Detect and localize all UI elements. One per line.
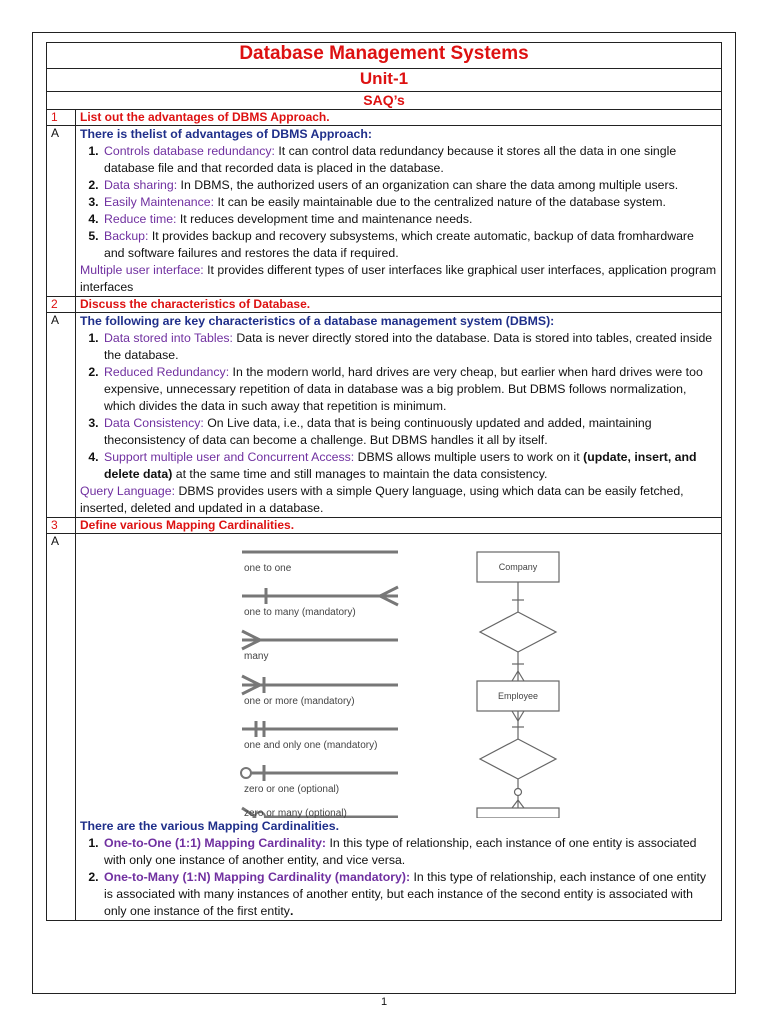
notation-label: zero or one (optional): [244, 784, 340, 795]
question-number: 2: [47, 297, 76, 313]
question-text: Discuss the characteristics of Database.: [76, 297, 722, 313]
answer-block: [76, 126, 722, 297]
answer-extra: Multiple user interface: It provides different types of user interfaces like graphical user interfaces, application program interfaces: [80, 263, 717, 294]
list-item: 3. Easily Maintenance: It can be easily maintainable due to the centralized nature of the database system.: [102, 194, 717, 211]
answer-intro: The following are key characteristics of a database management system (DBMS):: [80, 314, 555, 328]
notation-label: one to one: [244, 563, 292, 574]
notation-label: zero or many (optional): [244, 808, 347, 818]
question-text: Define various Mapping Cardinalities.: [76, 518, 722, 534]
list-item: 1. Data stored into Tables: Data is never directly stored into the database. Data is stored into tables, created inside the database.: [102, 330, 717, 364]
saq-table: [46, 42, 722, 921]
list-item: 5. Backup: It provides backup and recovery subsystems, which create automatic, backup of data fromhardware and software failures and restores the data if required.: [102, 228, 717, 262]
list-item: 2. Data sharing: In DBMS, the authorized users of an organization can share the data among multiple users.: [102, 177, 717, 194]
page-number: 1: [380, 996, 388, 1008]
answer-block: [76, 534, 722, 921]
list-item: 4. Support multiple user and Concurrent Access: DBMS allows multiple users to work on it (update, insert, and delete data) at the same time and still manages to maintain the data consistency.: [102, 449, 717, 483]
doc-title: Database Management Systems: [47, 43, 722, 69]
answer-block: [76, 313, 722, 518]
cardinality-diagram-svg: [80, 534, 740, 818]
list-item: 1. Controls database redundancy: It can control data redundancy because it stores all the data in one single database file and that recorded data is placed in the database.: [102, 143, 717, 177]
list-item: 1. One-to-One (1:1) Mapping Cardinality: In this type of relationship, each instance of one entity is associated with only one instance of another entity, and vice versa.: [102, 835, 717, 869]
answer-label: A: [47, 534, 76, 921]
entity-box: [477, 808, 559, 818]
question-number: 3: [47, 518, 76, 534]
section-heading: SAQ’s: [47, 92, 722, 110]
relationship-diamond: [480, 739, 556, 779]
answer-label: A: [47, 126, 76, 297]
unit-heading: Unit-1: [47, 69, 722, 92]
list-item: 2. Reduced Redundancy: In the modern world, hard drives are very cheap, but earlier when hard drives were too expensive, unnecessary repetition of data in database was a big problem. But DBMS follows normalization, which divides the data in such away that repetition is minimum.: [102, 364, 717, 415]
question-number: 1: [47, 110, 76, 126]
answer-intro: There is thelist of advantages of DBMS Approach:: [80, 127, 372, 141]
answer-label: A: [47, 313, 76, 518]
list-item: 3. Data Consistency: On Live data, i.e., data that is being continuously updated and added, maintaining theconsistency of data can become a challenge. But DBMS handles it all by itself.: [102, 415, 717, 449]
notation-label: many: [244, 651, 269, 662]
answer-extra: Query Language: DBMS provides users with a simple Query language, using which data can be easily fetched, inserted, deleted and updated in a database.: [80, 484, 684, 515]
list-item: 4. Reduce time: It reduces development time and maintenance needs.: [102, 211, 717, 228]
entity-label: Company: [498, 562, 538, 572]
notation-label: one and only one (mandatory): [244, 740, 378, 751]
list-item: 2. One-to-Many (1:N) Mapping Cardinality (mandatory): In this type of relationship, each instance of one entity is associated with many instances of another entity, but each instance of the second entity is associated with only one instance of the first entity.: [102, 869, 717, 920]
notation-label: one or more (mandatory): [244, 696, 355, 707]
cardinality-diagram: [80, 534, 717, 818]
notation-label: one to many (mandatory): [244, 607, 356, 618]
entity-label: Employee: [497, 691, 539, 701]
answer-intro: There are the various Mapping Cardinalities.: [80, 819, 339, 833]
question-text: List out the advantages of DBMS Approach.: [76, 110, 722, 126]
relationship-diamond: [480, 612, 556, 652]
